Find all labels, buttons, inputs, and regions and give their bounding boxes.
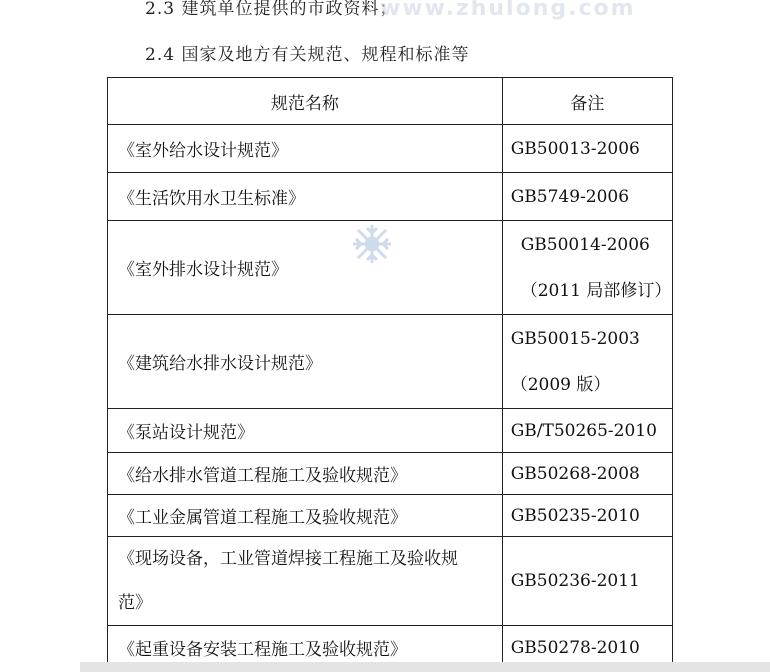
table-row <box>108 125 673 173</box>
standard-name-cell <box>108 453 503 495</box>
standard-code-text: （2011 局部修订） <box>520 280 672 301</box>
standard-code-text: GB5749-2006 <box>510 186 630 207</box>
table-row <box>108 409 673 453</box>
standard-name-cell <box>108 409 503 453</box>
standard-name-cell <box>108 173 503 221</box>
standard-name-text: 《建筑给水排水设计规范》 <box>118 354 322 374</box>
standard-name-text: 《室外给水设计规范》 <box>118 141 288 161</box>
table-row <box>108 315 673 409</box>
standard-name-cell <box>108 125 503 173</box>
standard-name-cell <box>108 537 503 626</box>
standard-code-cell <box>502 173 672 221</box>
standard-name-text: 《泵站设计规范》 <box>118 423 254 443</box>
standard-code-text: GB50013-2006 <box>510 138 640 159</box>
standard-code-text: GB50235-2010 <box>510 505 640 526</box>
column-header-note: 备注 <box>502 78 672 125</box>
section-heading-2-4: 2.4 国家及地方有关规范、规程和标准等 <box>145 45 470 65</box>
watermark-text: www.zhulong.com <box>380 0 636 21</box>
standard-code-cell <box>502 409 672 453</box>
standard-code-text: GB50015-2003 <box>510 328 640 349</box>
standard-name-text: 《起重设备安装工程施工及验收规范》 <box>118 640 407 660</box>
standard-name-text: 《工业金属管道工程施工及验收规范》 <box>118 508 407 528</box>
table-row <box>108 173 673 221</box>
standard-name-cell <box>108 315 503 409</box>
table-header-row <box>108 78 673 125</box>
standard-code-text: GB50268-2008 <box>510 463 640 484</box>
standard-code-text: （2009 版） <box>510 374 611 395</box>
standards-table <box>107 77 673 670</box>
table-row <box>108 537 673 626</box>
page-bottom-edge <box>80 662 770 672</box>
standard-code-cell <box>502 537 672 626</box>
standard-name-text: 《现场设备，工业管道焊接工程施工及验收规 <box>118 549 458 569</box>
standard-code-text: GB50278-2010 <box>510 637 640 658</box>
standard-code-text: GB/T50265-2010 <box>510 420 657 441</box>
standard-name-text: 《给水排水管道工程施工及验收规范》 <box>118 466 407 486</box>
snowflake-logo-icon <box>350 222 394 266</box>
table-row <box>108 453 673 495</box>
standard-name-text: 《室外排水设计规范》 <box>118 260 288 280</box>
standard-code-cell <box>502 221 672 315</box>
section-heading-2-3: 2.3 建筑单位提供的市政资料； <box>145 0 398 19</box>
table-row <box>108 495 673 537</box>
standard-code-cell <box>502 453 672 495</box>
standard-code-cell <box>502 315 672 409</box>
standard-name-cell <box>108 495 503 537</box>
standard-code-text: GB50014-2006 <box>520 234 650 255</box>
standard-code-text: GB50236-2011 <box>510 571 640 591</box>
column-header-name: 规范名称 <box>108 78 503 125</box>
standard-name-text: 范》 <box>118 593 152 613</box>
standard-name-cell <box>108 221 503 315</box>
standard-code-cell <box>502 125 672 173</box>
standard-name-text: 《生活饮用水卫生标准》 <box>118 189 305 209</box>
standard-code-cell <box>502 495 672 537</box>
